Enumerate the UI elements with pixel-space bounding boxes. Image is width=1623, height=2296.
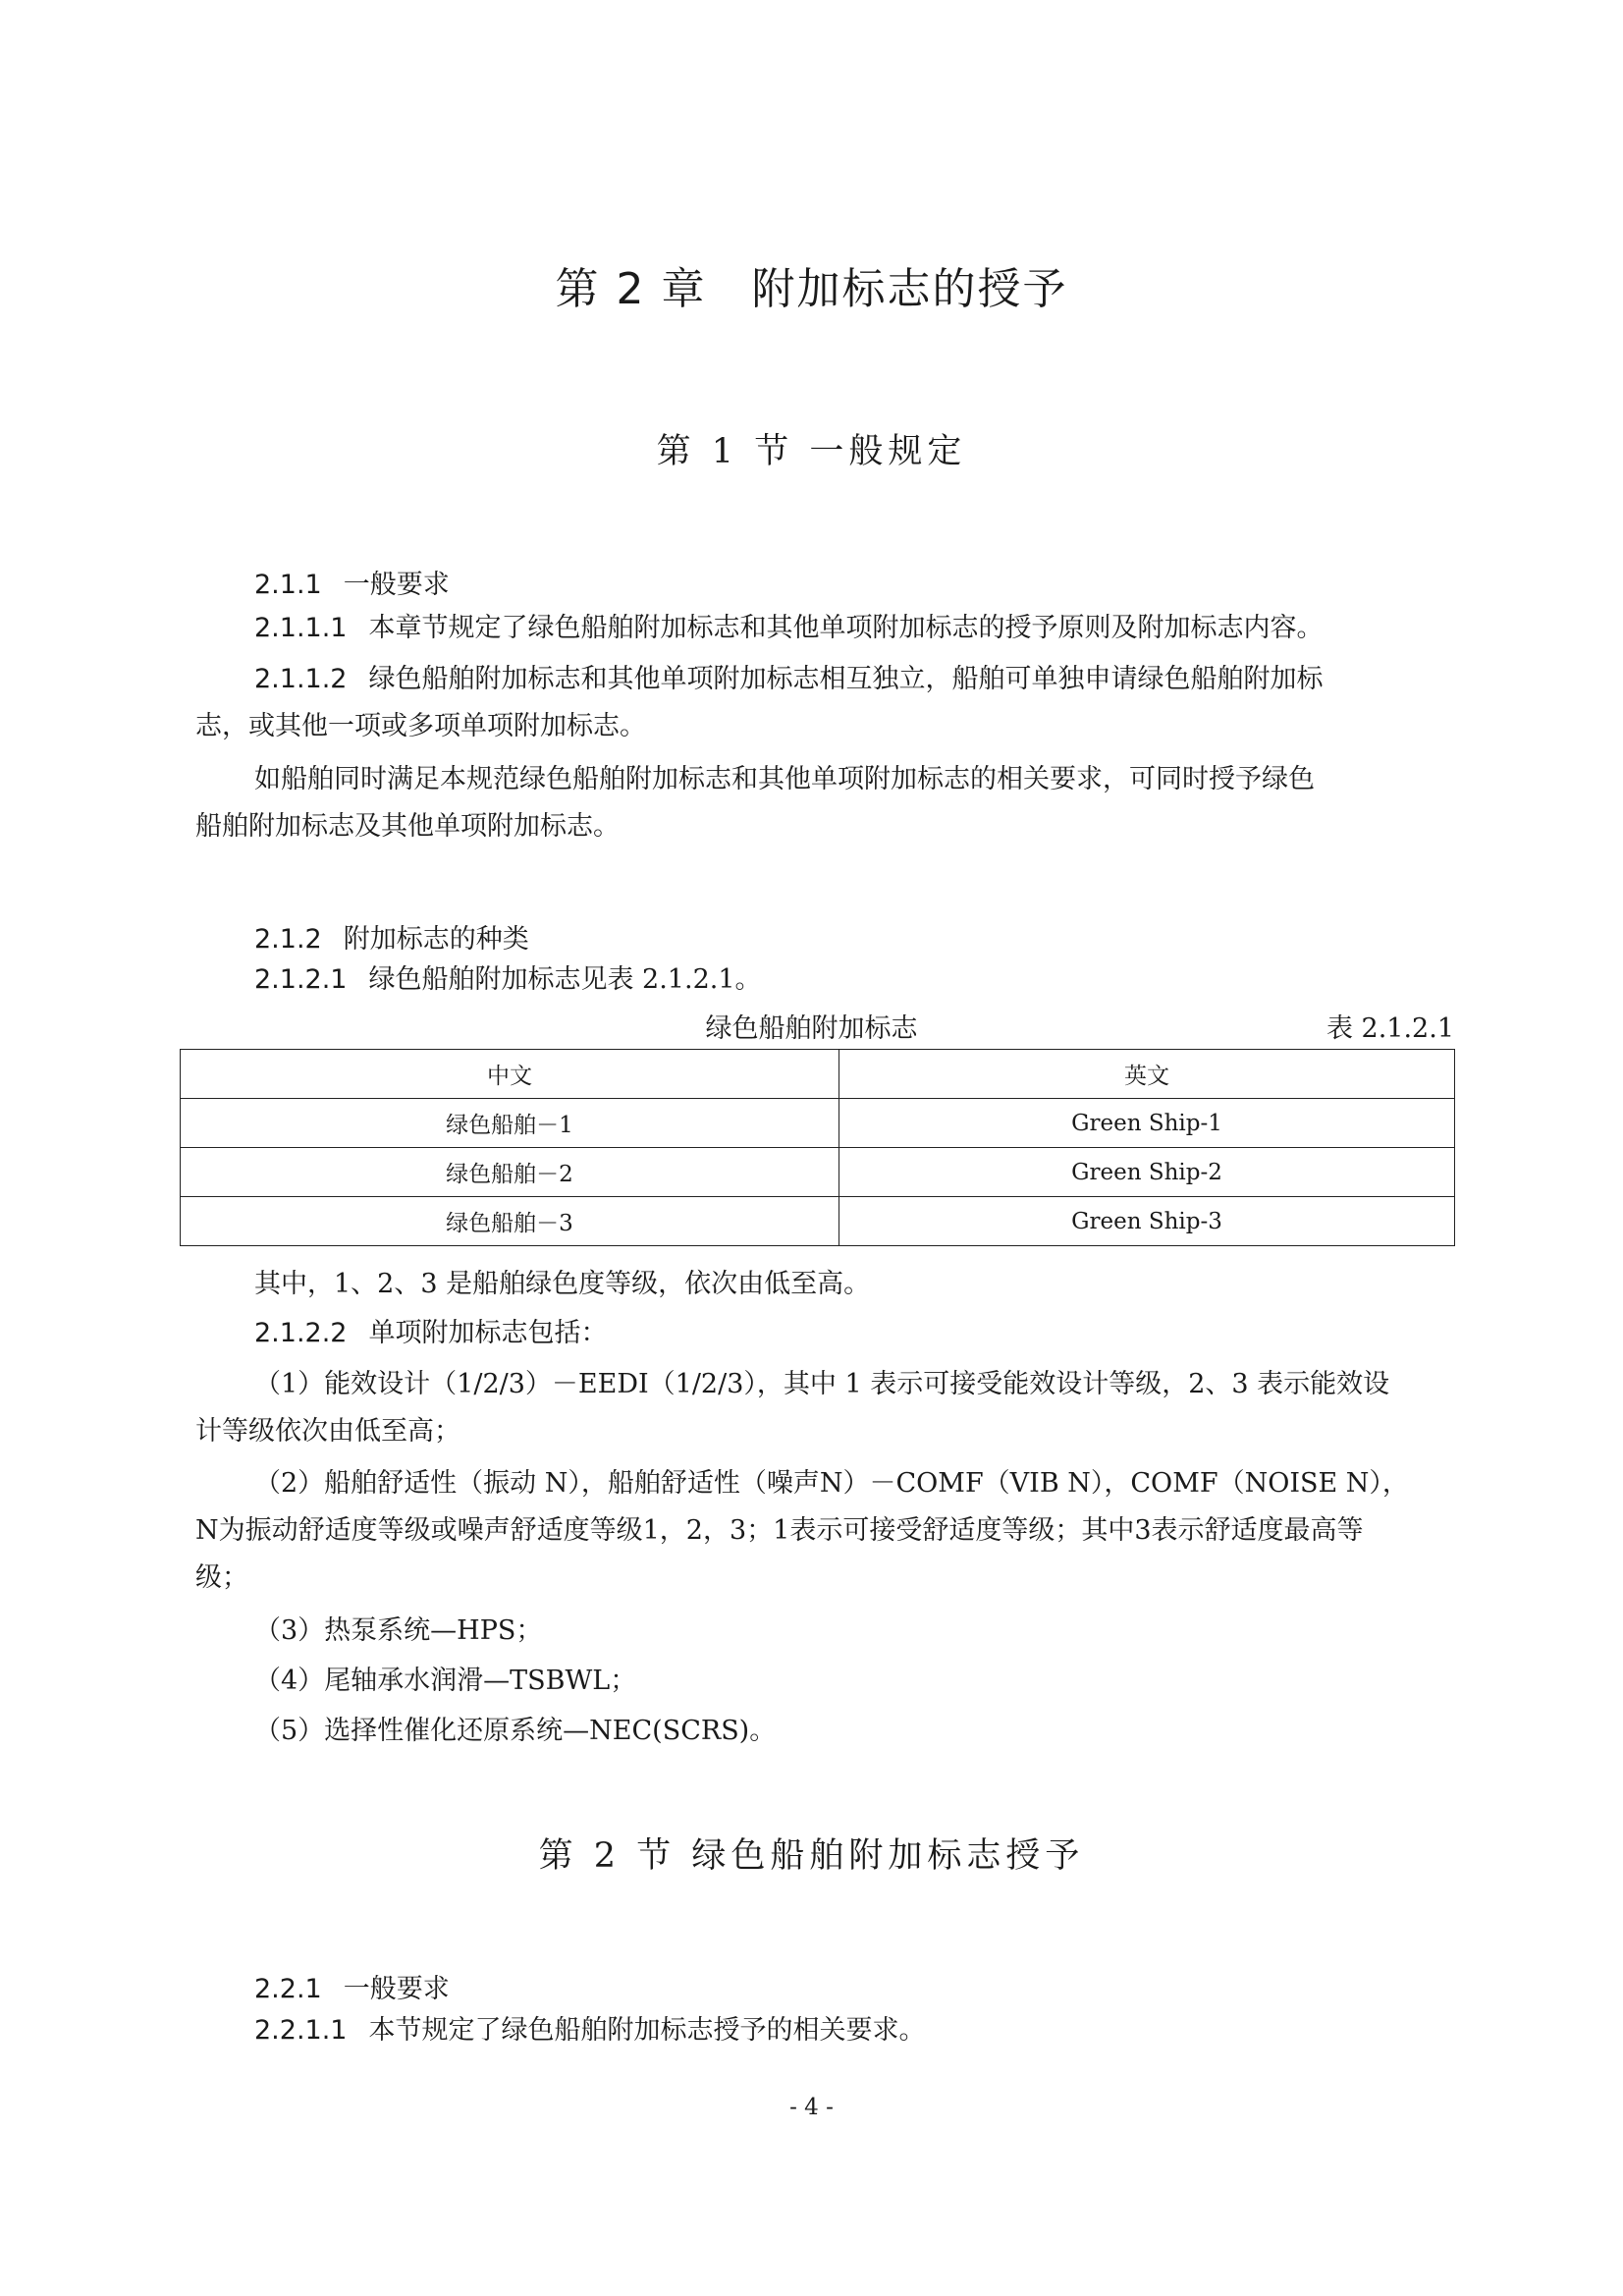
table-cell: 绿色船舶－3 [181, 1197, 839, 1246]
page-number: - 4 - [789, 2095, 834, 2120]
heading-number: 2.1.2 [254, 924, 322, 955]
table-row [181, 1148, 1455, 1197]
chapter-title: 第 2 章 附加标志的授予 [555, 264, 1068, 314]
list-item-3: （3）热泵系统—HPS； [254, 1615, 543, 1646]
table-header-cell: 英文 [839, 1050, 1455, 1099]
heading-2-2-1 [254, 1967, 450, 2005]
clause-2-1-1-2-cont: 志，或其他一项或多项单项附加标志。 [195, 711, 646, 741]
table-cell: 绿色船舶－2 [181, 1148, 839, 1197]
table-note: 其中，1、2、3 是船舶绿色度等级，依次由低至高。 [254, 1269, 871, 1299]
table-cell: Green Ship-2 [839, 1148, 1455, 1197]
clause-2-1-1-1 [254, 605, 1323, 652]
clause-2-1-2-1 [254, 957, 762, 1004]
list-item-2-line-2: N为振动舒适度等级或噪声舒适度等级1，2，3；1表示可接受舒适度等级；其中3表示舒适度最高等 [195, 1515, 1364, 1546]
clause-number: 2.2.1.1 [254, 2015, 348, 2046]
clause-2-1-1-2 [254, 656, 1323, 703]
list-item-1-line-2: 计等级依次由低至高； [195, 1416, 460, 1447]
table-row [181, 1099, 1455, 1148]
section-1-title: 第 1 节 一般规定 [656, 432, 967, 471]
clause-text: 绿色船舶附加标志见表 2.1.2.1。 [368, 964, 762, 995]
clause-number: 2.1.2.2 [254, 1318, 348, 1348]
heading-number: 2.1.1 [254, 570, 322, 600]
table-row [181, 1197, 1455, 1246]
green-ship-notation-table [180, 1049, 1455, 1246]
list-item-2-line-3: 级； [195, 1562, 248, 1593]
list-item-5: （5）选择性催化还原系统—NEC(SCRS)。 [254, 1716, 777, 1746]
clause-2-1-2-2 [254, 1310, 607, 1357]
table-cell: 绿色船舶－1 [181, 1099, 839, 1148]
heading-2-1-1 [254, 563, 450, 601]
paragraph-simultaneous-line-2: 船舶附加标志及其他单项附加标志。 [195, 811, 620, 842]
heading-number: 2.2.1 [254, 1974, 322, 2004]
table-cell: Green Ship-3 [839, 1197, 1455, 1246]
heading-text: 一般要求 [343, 570, 450, 600]
clause-text-line-1: 绿色船舶附加标志和其他单项附加标志相互独立，船舶可单独申请绿色船舶附加标 [368, 664, 1324, 694]
heading-text: 附加标志的种类 [343, 924, 529, 955]
clause-text: 单项附加标志包括： [368, 1318, 608, 1348]
paragraph-simultaneous-line-1: 如船舶同时满足本规范绿色船舶附加标志和其他单项附加标志的相关要求，可同时授予绿色 [254, 764, 1315, 794]
list-item-2-line-1: （2）船舶舒适性（振动 N），船舶舒适性（噪声N）－COMF（VIB N），COMF（NOISE N）， [254, 1468, 1409, 1499]
heading-text: 一般要求 [343, 1974, 450, 2004]
list-item-1-line-1: （1）能效设计（1/2/3）－EEDI（1/2/3），其中 1 表示可接受能效设计等级，2、3 表示能效设 [254, 1369, 1390, 1399]
table-number: 表 2.1.2.1 [1325, 1013, 1454, 1044]
clause-2-2-1-1 [254, 2007, 925, 2054]
clause-number: 2.1.2.1 [254, 964, 348, 995]
table-caption: 绿色船舶附加标志 [705, 1013, 918, 1044]
clause-number: 2.1.1.1 [254, 613, 348, 643]
section-2-title: 第 2 节 绿色船舶附加标志授予 [538, 1836, 1085, 1876]
list-item-4: （4）尾轴承水润滑—TSBWL； [254, 1666, 637, 1696]
table-header-row [181, 1050, 1455, 1099]
heading-2-1-2 [254, 917, 529, 956]
table-cell: Green Ship-1 [839, 1099, 1455, 1148]
table-header-cell: 中文 [181, 1050, 839, 1099]
clause-number: 2.1.1.2 [254, 664, 348, 694]
clause-text: 本章节规定了绿色船舶附加标志和其他单项附加标志的授予原则及附加标志内容。 [368, 613, 1324, 643]
clause-text: 本节规定了绿色船舶附加标志授予的相关要求。 [368, 2015, 926, 2046]
